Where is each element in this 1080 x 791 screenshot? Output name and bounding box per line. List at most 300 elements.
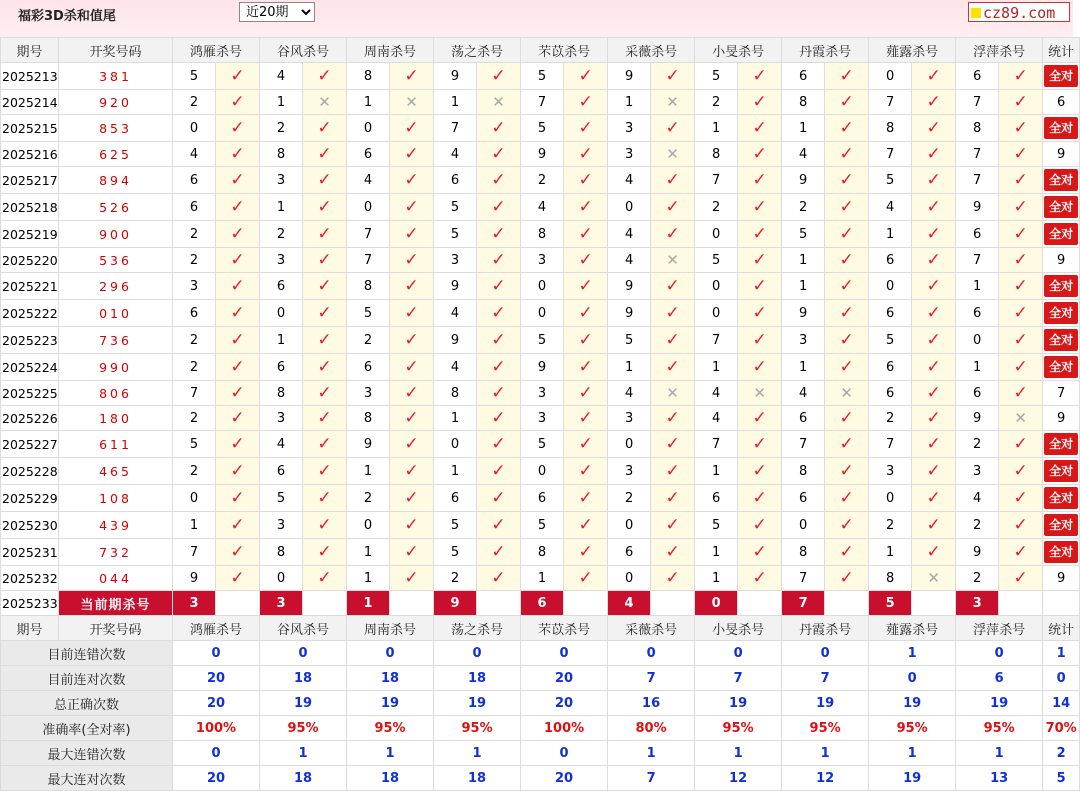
- check-icon: ✓: [230, 66, 245, 86]
- stats-value: 18: [347, 766, 434, 791]
- current-kill-value: 3: [173, 591, 216, 616]
- stats-value: 7: [608, 666, 695, 691]
- kill-value: 6: [347, 142, 390, 167]
- kill-value: 2: [869, 512, 912, 539]
- kill-value: 0: [347, 194, 390, 221]
- mark-cell: [825, 90, 869, 115]
- kill-value: 1: [347, 90, 390, 115]
- stats-value: 0: [521, 741, 608, 766]
- kill-value: 4: [260, 431, 303, 458]
- kill-value: 3: [869, 458, 912, 485]
- stats-value: 13: [956, 766, 1043, 791]
- cross-icon: ✕: [492, 93, 505, 111]
- check-icon: ✓: [1013, 66, 1028, 86]
- stat-cell: [1043, 512, 1080, 539]
- stats-value: 20: [173, 691, 260, 716]
- check-icon: ✓: [578, 66, 593, 86]
- check-icon: ✓: [317, 197, 332, 217]
- kill-value: 1: [695, 539, 738, 566]
- check-icon: ✓: [665, 515, 680, 535]
- mark-cell: [390, 485, 434, 512]
- mark-cell: [738, 167, 782, 194]
- check-icon: ✓: [752, 408, 767, 428]
- check-icon: ✓: [317, 144, 332, 164]
- draw-number: 853: [59, 115, 173, 142]
- check-icon: ✓: [317, 250, 332, 270]
- check-icon: ✓: [578, 170, 593, 190]
- check-icon: ✓: [752, 224, 767, 244]
- table-row: [1, 566, 1080, 591]
- kill-value: 1: [434, 90, 477, 115]
- stats-value: 20: [173, 766, 260, 791]
- issue-cell: 2025215: [1, 115, 59, 142]
- mark-cell: [303, 142, 347, 167]
- stats-value: 1: [869, 741, 956, 766]
- kill-value: 2: [695, 194, 738, 221]
- check-icon: ✓: [230, 170, 245, 190]
- mark-cell: [390, 248, 434, 273]
- current-kill-label: 当前期杀号: [59, 591, 173, 616]
- current-kill-value: 7: [782, 591, 825, 616]
- stats-label: 目前连对次数: [1, 666, 173, 691]
- all-correct-badge: 全对: [1044, 356, 1078, 378]
- kill-value: 8: [695, 142, 738, 167]
- kill-value: 7: [695, 327, 738, 354]
- check-icon: ✓: [317, 303, 332, 323]
- kill-value: 3: [521, 406, 564, 431]
- check-icon: ✓: [578, 92, 593, 112]
- mark-cell: [999, 63, 1043, 90]
- kill-value: 3: [608, 458, 651, 485]
- issue-cell: 2025224: [1, 354, 59, 381]
- kill-value: 8: [869, 566, 912, 591]
- kill-value: 6: [695, 485, 738, 512]
- mark-cell: [651, 63, 695, 90]
- kill-value: 0: [608, 431, 651, 458]
- check-icon: ✓: [491, 144, 506, 164]
- cross-icon: ✕: [666, 251, 679, 269]
- check-icon: ✓: [578, 224, 593, 244]
- mark-cell: [651, 300, 695, 327]
- kill-value: 4: [608, 167, 651, 194]
- draw-number: 044: [59, 566, 173, 591]
- mark-cell: [825, 431, 869, 458]
- check-icon: ✓: [1013, 224, 1028, 244]
- mark-cell: [303, 485, 347, 512]
- kill-value: 6: [869, 248, 912, 273]
- kill-value: 5: [521, 327, 564, 354]
- mark-cell: [912, 142, 956, 167]
- header-expert: 小旻杀号: [695, 38, 782, 63]
- header-expert: 小旻杀号: [695, 616, 782, 641]
- mark-cell: [738, 566, 782, 591]
- stats-value: 0: [434, 641, 521, 666]
- check-icon: ✓: [404, 488, 419, 508]
- kill-value: 6: [434, 485, 477, 512]
- kill-value: 4: [521, 194, 564, 221]
- kill-value: 5: [869, 167, 912, 194]
- mark-cell: [477, 221, 521, 248]
- mark-cell: [477, 273, 521, 300]
- mark-cell: [390, 406, 434, 431]
- check-icon: ✓: [752, 515, 767, 535]
- check-icon: ✓: [665, 461, 680, 481]
- current-blank: [825, 591, 869, 616]
- kill-value: 7: [782, 431, 825, 458]
- kill-value: 8: [260, 539, 303, 566]
- check-icon: ✓: [317, 357, 332, 377]
- check-icon: ✓: [317, 408, 332, 428]
- issue-cell: 2025216: [1, 142, 59, 167]
- check-icon: ✓: [926, 197, 941, 217]
- check-icon: ✓: [317, 383, 332, 403]
- check-icon: ✓: [839, 357, 854, 377]
- stats-value: 20: [521, 666, 608, 691]
- issue-cell: 2025226: [1, 406, 59, 431]
- mark-cell: [477, 485, 521, 512]
- kill-value: 6: [434, 167, 477, 194]
- check-icon: ✓: [230, 330, 245, 350]
- kill-value: 1: [782, 273, 825, 300]
- mark-cell: [564, 221, 608, 248]
- stats-value: 12: [695, 766, 782, 791]
- kill-value: 3: [260, 406, 303, 431]
- check-icon: ✓: [578, 118, 593, 138]
- kill-value: 6: [347, 354, 390, 381]
- mark-cell: [216, 194, 260, 221]
- stats-value: 95%: [869, 716, 956, 741]
- cross-icon: ✕: [840, 384, 853, 402]
- kill-value: 8: [782, 539, 825, 566]
- check-icon: ✓: [752, 330, 767, 350]
- check-icon: ✓: [1013, 488, 1028, 508]
- check-icon: ✓: [491, 330, 506, 350]
- stats-value: 0: [347, 641, 434, 666]
- issue-cell: 2025217: [1, 167, 59, 194]
- stats-value: 1: [434, 741, 521, 766]
- kill-value: 5: [869, 327, 912, 354]
- mark-cell: [216, 512, 260, 539]
- kill-value: 2: [173, 354, 216, 381]
- table-row: [1, 327, 1080, 354]
- check-icon: ✓: [926, 276, 941, 296]
- kill-value: 1: [347, 566, 390, 591]
- stats-value: 20: [173, 666, 260, 691]
- table-row: [1, 142, 1080, 167]
- check-icon: ✓: [839, 330, 854, 350]
- check-icon: ✓: [752, 276, 767, 296]
- mark-cell: [477, 63, 521, 90]
- check-icon: ✓: [404, 330, 419, 350]
- kill-value: 7: [956, 90, 999, 115]
- header-expert: 谷风杀号: [260, 38, 347, 63]
- stats-label: 最大连错次数: [1, 741, 173, 766]
- kill-value: 9: [608, 300, 651, 327]
- mark-cell: [477, 300, 521, 327]
- check-icon: ✓: [404, 408, 419, 428]
- kill-value: 4: [608, 381, 651, 406]
- stat-cell: 9: [1043, 248, 1080, 273]
- mark-cell: [303, 458, 347, 485]
- check-icon: ✓: [578, 542, 593, 562]
- mark-cell: [390, 431, 434, 458]
- stats-value: 19: [434, 691, 521, 716]
- kill-value: 4: [695, 381, 738, 406]
- mark-cell: [390, 327, 434, 354]
- mark-cell: [825, 327, 869, 354]
- stats-value: 19: [695, 691, 782, 716]
- mark-cell: [477, 539, 521, 566]
- mark-cell: [303, 167, 347, 194]
- check-icon: ✓: [839, 170, 854, 190]
- mark-cell: [651, 90, 695, 115]
- kill-value: 9: [782, 300, 825, 327]
- stats-value: 0: [260, 641, 347, 666]
- kill-value: 7: [173, 539, 216, 566]
- mark-cell: [999, 458, 1043, 485]
- current-blank: [651, 591, 695, 616]
- stats-value: 100%: [173, 716, 260, 741]
- header-expert: 浮萍杀号: [956, 616, 1043, 641]
- stats-value: 100%: [521, 716, 608, 741]
- kill-value: 5: [608, 327, 651, 354]
- kill-value: 7: [956, 167, 999, 194]
- check-icon: ✓: [665, 170, 680, 190]
- stats-row: [1, 641, 1080, 666]
- mark-cell: [825, 539, 869, 566]
- check-icon: ✓: [1013, 92, 1028, 112]
- table-body: [1, 63, 1080, 791]
- check-icon: ✓: [578, 461, 593, 481]
- check-icon: ✓: [1013, 515, 1028, 535]
- stats-value: 0: [869, 666, 956, 691]
- mark-cell: [390, 381, 434, 406]
- mark-cell: [390, 512, 434, 539]
- header-expert: 芣苡杀号: [521, 616, 608, 641]
- table-row: [1, 431, 1080, 458]
- check-icon: ✓: [1013, 118, 1028, 138]
- mark-cell: [390, 273, 434, 300]
- table-row: [1, 167, 1080, 194]
- kill-value: 8: [782, 458, 825, 485]
- check-icon: ✓: [839, 542, 854, 562]
- header-expert: 鸿雁杀号: [173, 38, 260, 63]
- mark-cell: [477, 248, 521, 273]
- mark-cell: [390, 90, 434, 115]
- table-row: [1, 485, 1080, 512]
- header-expert: 采薇杀号: [608, 38, 695, 63]
- mark-cell: [651, 458, 695, 485]
- draw-number: 611: [59, 431, 173, 458]
- check-icon: ✓: [317, 434, 332, 454]
- check-icon: ✓: [404, 515, 419, 535]
- check-icon: ✓: [926, 488, 941, 508]
- kill-value: 5: [521, 63, 564, 90]
- kill-value: 0: [260, 566, 303, 591]
- mark-cell: [912, 512, 956, 539]
- kill-value: 2: [695, 90, 738, 115]
- kill-value: 6: [173, 194, 216, 221]
- check-icon: ✓: [404, 170, 419, 190]
- cross-icon: ✕: [753, 384, 766, 402]
- mark-cell: [216, 63, 260, 90]
- kill-value: 4: [695, 406, 738, 431]
- check-icon: ✓: [230, 144, 245, 164]
- stats-value: 0: [173, 641, 260, 666]
- kill-value: 8: [347, 406, 390, 431]
- kill-value: 3: [521, 381, 564, 406]
- logo-text: cz89.com: [983, 4, 1056, 22]
- issue-cell: 2025230: [1, 512, 59, 539]
- kill-value: 7: [521, 90, 564, 115]
- mark-cell: [303, 327, 347, 354]
- mark-cell: [216, 273, 260, 300]
- mark-cell: [999, 406, 1043, 431]
- mark-cell: [825, 115, 869, 142]
- stats-value: 18: [260, 666, 347, 691]
- kill-value: 9: [956, 539, 999, 566]
- mark-cell: [825, 485, 869, 512]
- site-logo[interactable]: [968, 2, 1070, 22]
- cross-icon: ✕: [666, 145, 679, 163]
- mark-cell: [390, 115, 434, 142]
- kill-value: 2: [173, 458, 216, 485]
- mark-cell: [477, 512, 521, 539]
- mark-cell: [477, 142, 521, 167]
- check-icon: ✓: [230, 250, 245, 270]
- check-icon: ✓: [665, 408, 680, 428]
- mark-cell: [303, 539, 347, 566]
- check-icon: ✓: [230, 224, 245, 244]
- kill-value: 4: [608, 248, 651, 273]
- check-icon: ✓: [752, 488, 767, 508]
- stats-value: 70%: [1043, 716, 1080, 741]
- header-expert: 鸿雁杀号: [173, 616, 260, 641]
- check-icon: ✓: [752, 542, 767, 562]
- stats-value: 0: [782, 641, 869, 666]
- mark-cell: [477, 115, 521, 142]
- check-icon: ✓: [926, 170, 941, 190]
- check-icon: ✓: [317, 224, 332, 244]
- table-row: [1, 512, 1080, 539]
- header-issue: 期号: [1, 616, 59, 641]
- check-icon: ✓: [1013, 568, 1028, 588]
- check-icon: ✓: [578, 515, 593, 535]
- check-icon: ✓: [317, 118, 332, 138]
- draw-number: 732: [59, 539, 173, 566]
- kill-value: 5: [434, 194, 477, 221]
- stats-value: 7: [608, 766, 695, 791]
- mark-cell: [912, 539, 956, 566]
- mark-cell: [303, 512, 347, 539]
- mark-cell: [390, 142, 434, 167]
- stats-value: 1: [1043, 641, 1080, 666]
- mark-cell: [651, 406, 695, 431]
- mark-cell: [216, 406, 260, 431]
- mark-cell: [738, 221, 782, 248]
- header-stat: 统计: [1043, 616, 1080, 641]
- stat-cell: 7: [1043, 381, 1080, 406]
- check-icon: ✓: [230, 515, 245, 535]
- check-icon: ✓: [317, 170, 332, 190]
- stats-row: [1, 741, 1080, 766]
- check-icon: ✓: [578, 197, 593, 217]
- draw-number: 465: [59, 458, 173, 485]
- kill-value: 5: [782, 221, 825, 248]
- all-correct-badge: 全对: [1044, 329, 1078, 351]
- kill-value: 1: [782, 248, 825, 273]
- mark-cell: [564, 431, 608, 458]
- table-row: [1, 273, 1080, 300]
- period-select[interactable]: [239, 2, 315, 22]
- check-icon: ✓: [752, 170, 767, 190]
- kill-value: 9: [608, 63, 651, 90]
- all-correct-badge: 全对: [1044, 196, 1078, 218]
- cross-icon: ✕: [1014, 409, 1027, 427]
- check-icon: ✓: [665, 568, 680, 588]
- stats-value: 18: [434, 666, 521, 691]
- stats-value: 0: [608, 641, 695, 666]
- kill-value: 1: [608, 90, 651, 115]
- check-icon: ✓: [404, 357, 419, 377]
- kill-value: 7: [956, 142, 999, 167]
- issue-cell: 2025232: [1, 566, 59, 591]
- kill-value: 5: [173, 63, 216, 90]
- draw-number: 526: [59, 194, 173, 221]
- mark-cell: [651, 194, 695, 221]
- mark-cell: [999, 381, 1043, 406]
- stats-value: 19: [869, 691, 956, 716]
- stats-value: 18: [260, 766, 347, 791]
- kill-value: 5: [695, 512, 738, 539]
- mark-cell: [390, 539, 434, 566]
- check-icon: ✓: [230, 357, 245, 377]
- all-correct-badge: 全对: [1044, 541, 1078, 563]
- check-icon: ✓: [752, 66, 767, 86]
- mark-cell: [564, 300, 608, 327]
- kill-value: 7: [434, 115, 477, 142]
- mark-cell: [564, 90, 608, 115]
- stats-value: 7: [782, 666, 869, 691]
- check-icon: ✓: [491, 357, 506, 377]
- mark-cell: [303, 406, 347, 431]
- kill-value: 6: [869, 354, 912, 381]
- kill-value: 0: [869, 485, 912, 512]
- check-icon: ✓: [839, 488, 854, 508]
- kill-value: 2: [434, 566, 477, 591]
- kill-value: 4: [173, 142, 216, 167]
- draw-number: 536: [59, 248, 173, 273]
- kill-value: 0: [260, 300, 303, 327]
- mark-cell: [390, 63, 434, 90]
- check-icon: ✓: [665, 542, 680, 562]
- kill-value: 1: [521, 566, 564, 591]
- cross-icon: ✕: [666, 93, 679, 111]
- mark-cell: [477, 327, 521, 354]
- kill-value: 9: [608, 273, 651, 300]
- mark-cell: [999, 194, 1043, 221]
- draw-number: 920: [59, 90, 173, 115]
- kill-value: 5: [260, 485, 303, 512]
- mark-cell: [912, 167, 956, 194]
- check-icon: ✓: [1013, 170, 1028, 190]
- all-correct-badge: 全对: [1044, 65, 1078, 87]
- mark-cell: [477, 381, 521, 406]
- mark-cell: [912, 566, 956, 591]
- kill-value: 4: [260, 63, 303, 90]
- mark-cell: [390, 194, 434, 221]
- draw-number: 900: [59, 221, 173, 248]
